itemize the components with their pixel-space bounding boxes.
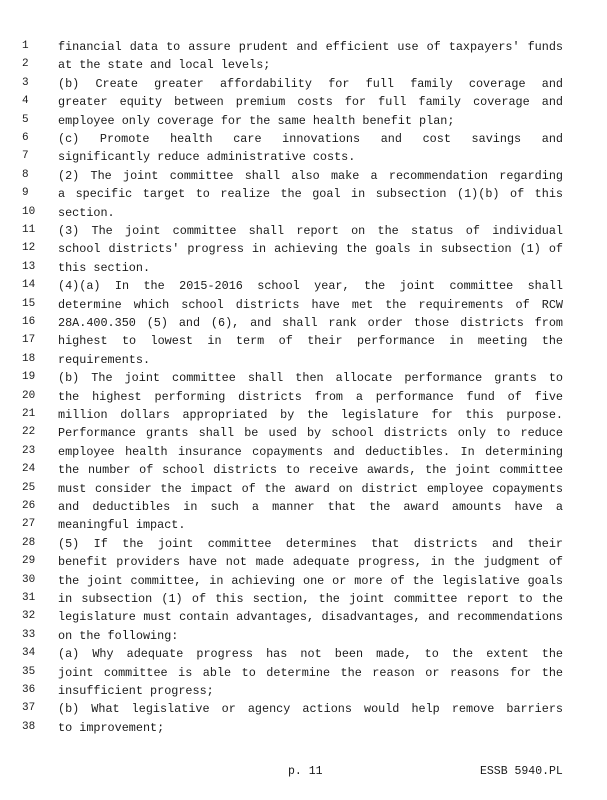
- line-number: 6: [22, 132, 29, 144]
- text-line: [0, 408, 607, 426]
- line-text: Performance grants shall be used by school districts only to reduce: [58, 426, 563, 441]
- line-text: the joint committee, in achieving one or more of the legislative goals: [58, 573, 563, 588]
- page-number: p. 11: [288, 765, 323, 778]
- text-line: [0, 261, 607, 279]
- text-line: [0, 592, 607, 610]
- line-text: meaningful impact.: [58, 518, 186, 533]
- line-text: highest to lowest in term of their performance in meeting the: [58, 334, 563, 349]
- text-line: [0, 132, 607, 150]
- line-number: 27: [22, 518, 36, 531]
- text-line: [0, 555, 607, 573]
- text-line: [0, 242, 607, 260]
- text-line: [0, 279, 607, 297]
- text-line: [0, 150, 607, 168]
- line-number: 4: [22, 95, 29, 108]
- line-text: a specific target to realize the goal in subsection (1)(b) of this: [58, 187, 563, 202]
- text-line: [0, 353, 607, 371]
- text-line: [0, 610, 607, 628]
- line-text: and deductibles in such a manner that the award amounts have a: [58, 500, 563, 514]
- line-number: 26: [22, 500, 36, 512]
- text-line: [0, 187, 607, 205]
- line-number: 36: [22, 684, 36, 696]
- line-number: 7: [22, 150, 29, 163]
- line-text: (3) The joint committee shall report on the status of individual: [58, 224, 563, 238]
- text-line: [0, 721, 607, 739]
- text-line: [0, 537, 607, 555]
- text-line: [0, 316, 607, 334]
- line-text: employee health insurance copayments and deductibles. In determining: [58, 444, 563, 459]
- text-line: [0, 463, 607, 481]
- text-line: [0, 482, 607, 500]
- text-line: [0, 371, 607, 389]
- line-number: 31: [22, 592, 36, 604]
- line-text: the number of school districts to receive awards, the joint committee: [58, 463, 563, 478]
- line-number: 17: [22, 334, 36, 347]
- text-line: [0, 40, 607, 58]
- text-line: [0, 206, 607, 224]
- line-number: 35: [22, 665, 36, 678]
- line-number: 21: [22, 408, 36, 420]
- line-number: 9: [22, 187, 29, 200]
- line-number: 13: [22, 260, 36, 273]
- text-line: [0, 500, 607, 518]
- text-line: [0, 224, 607, 242]
- line-text: (5) If the joint committee determines that districts and their: [58, 536, 563, 551]
- line-text: determine which school districts have met the requirements of RCW: [58, 297, 563, 312]
- line-text: the highest performing districts from a performance fund of five: [58, 389, 563, 404]
- line-text: significantly reduce administrative costs.: [58, 150, 356, 165]
- line-number: 3: [22, 76, 29, 89]
- line-number: 30: [22, 573, 36, 586]
- text-line: [0, 647, 607, 665]
- text-line: [0, 518, 607, 536]
- line-text: must consider the impact of the award on district employee copayments: [58, 481, 563, 496]
- line-text: (b) The joint committee shall then allocate performance grants to: [58, 371, 563, 386]
- text-line: [0, 95, 607, 113]
- text-line: [0, 334, 607, 352]
- text-line: [0, 77, 607, 95]
- line-number: 19: [22, 371, 36, 384]
- text-line: [0, 702, 607, 720]
- line-number: 22: [22, 426, 36, 439]
- line-number: 25: [22, 481, 36, 494]
- line-number: 20: [22, 389, 36, 402]
- text-line: [0, 58, 607, 76]
- line-number: 1: [22, 40, 29, 52]
- line-text: at the state and local levels;: [58, 58, 271, 73]
- text-line: [0, 169, 607, 187]
- line-text: joint committee is able to determine the reason or reasons for the: [58, 665, 563, 680]
- bill-identifier: ESSB 5940.PL: [480, 765, 563, 778]
- line-text: requirements.: [58, 352, 151, 367]
- line-number: 24: [22, 463, 36, 476]
- line-text: (2) The joint committee shall also make a recommendation regarding: [58, 168, 563, 183]
- text-line: [0, 629, 607, 647]
- line-text: (b) What legislative or agency actions would help remove barriers: [58, 702, 563, 717]
- line-number: 8: [22, 168, 29, 181]
- text-line: [0, 298, 607, 316]
- text-line: [0, 684, 607, 702]
- line-text: to improvement;: [58, 720, 165, 735]
- line-number: 38: [22, 720, 36, 733]
- line-text: 28A.400.350 (5) and (6), and shall rank order those districts from: [58, 316, 563, 330]
- line-number: 37: [22, 702, 36, 715]
- line-number: 14: [22, 279, 36, 292]
- line-text: (a) Why adequate progress has not been made, to the extent the: [58, 647, 563, 662]
- line-number: 2: [22, 58, 29, 71]
- line-text: school districts' progress in achieving the goals in subsection (1) of: [58, 242, 563, 257]
- line-number: 32: [22, 610, 36, 623]
- line-number: 11: [22, 224, 36, 236]
- line-number: 34: [22, 647, 36, 660]
- line-number: 15: [22, 297, 36, 310]
- text-line: [0, 666, 607, 684]
- line-text: (c) Promote health care innovations and cost savings and: [58, 132, 563, 146]
- line-number: 29: [22, 555, 36, 568]
- line-text: in subsection (1) of this section, the joint committee report to the: [58, 592, 563, 606]
- line-text: insufficient progress;: [58, 684, 214, 698]
- line-number: 23: [22, 444, 36, 457]
- text-line: [0, 426, 607, 444]
- line-text: this section.: [58, 260, 151, 275]
- line-number: 12: [22, 242, 36, 255]
- line-text: financial data to assure prudent and efficient use of taxpayers' funds: [58, 40, 563, 54]
- line-text: legislature must contain advantages, disadvantages, and recommendations: [58, 610, 563, 625]
- line-number: 5: [22, 113, 29, 126]
- line-text: greater equity between premium costs for full family coverage and: [58, 95, 563, 110]
- text-line: [0, 390, 607, 408]
- line-text: (4)(a) In the 2015-2016 school year, the joint committee shall: [58, 279, 563, 294]
- line-text: benefit providers have not made adequate progress, in the judgment of: [58, 555, 563, 570]
- line-number: 10: [22, 205, 36, 218]
- line-number: 18: [22, 352, 36, 365]
- line-text: (b) Create greater affordability for full family coverage and: [58, 76, 563, 91]
- line-number: 33: [22, 628, 36, 641]
- line-text: section.: [58, 205, 115, 220]
- text-line: [0, 114, 607, 132]
- line-number: 28: [22, 536, 36, 549]
- line-number: 16: [22, 316, 36, 328]
- line-text: million dollars appropriated by the legislature for this purpose.: [58, 408, 563, 422]
- line-text: on the following:: [58, 628, 179, 643]
- text-line: [0, 445, 607, 463]
- line-text: employee only coverage for the same health benefit plan;: [58, 113, 455, 128]
- text-line: [0, 574, 607, 592]
